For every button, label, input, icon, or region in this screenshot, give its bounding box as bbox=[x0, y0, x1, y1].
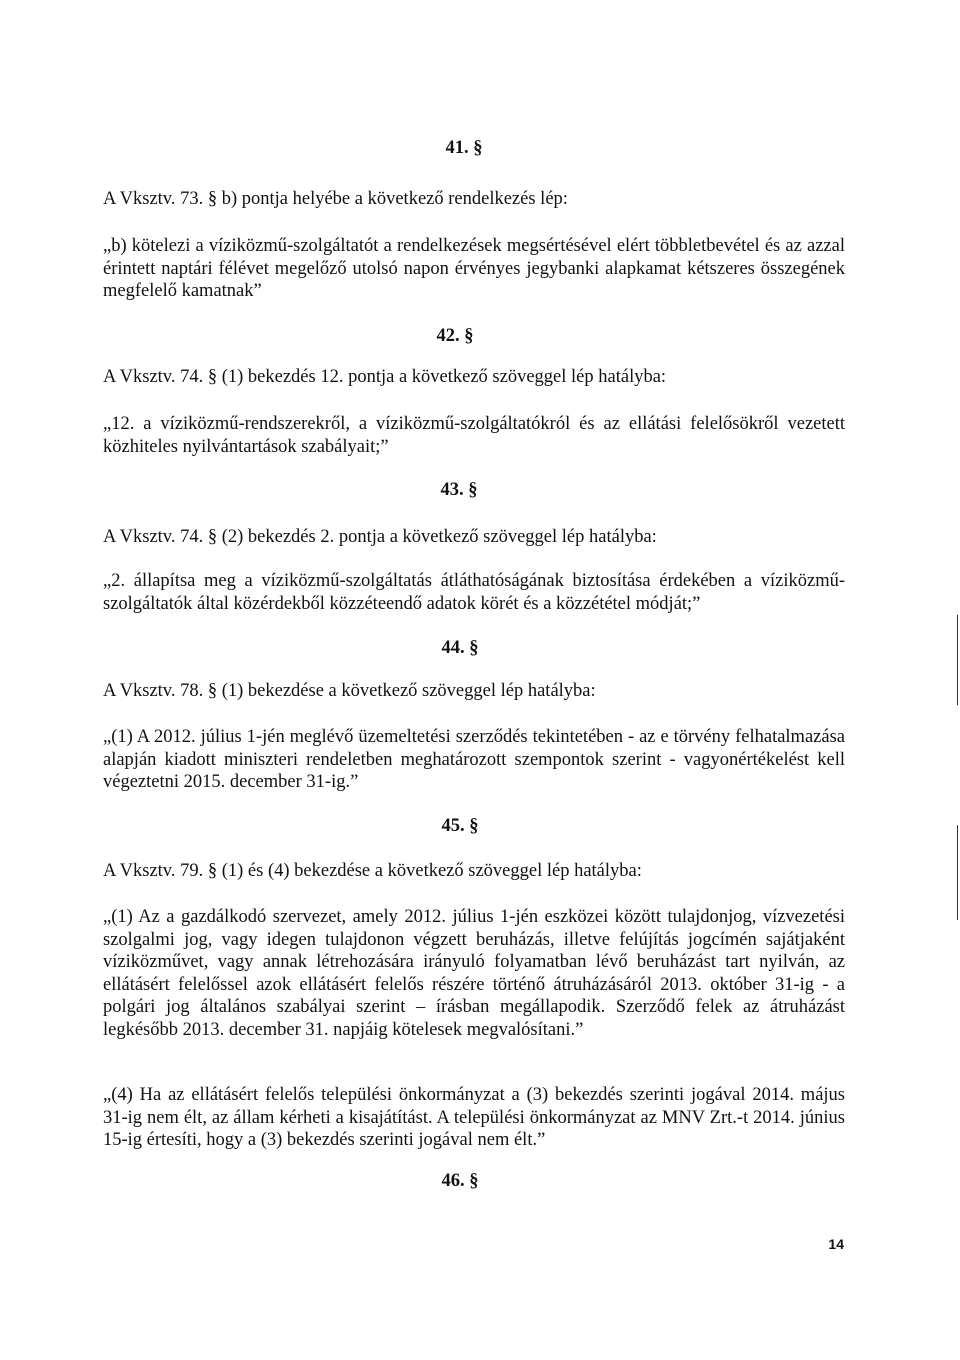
section-44-paragraph-1: „(1) A 2012. július 1-jén meglévő üzemeltetési szerződés tekintetében - az e törvény felhatalmazása alapján kiadott miniszteri rendeletben meghatározott szempontok szerint - vagyonértékelést kell végeztetni 2015. december 31-ig.” bbox=[103, 727, 845, 792]
scan-edge-line-lower bbox=[957, 825, 958, 920]
section-43-intro: A Vksztv. 74. § (2) bekezdés 2. pontja a következő szöveggel lép hatályba: bbox=[103, 527, 657, 547]
section-45-intro: A Vksztv. 79. § (1) és (4) bekezdése a következő szöveggel lép hatályba: bbox=[103, 861, 642, 881]
section-heading-45: 45. § bbox=[441, 816, 479, 836]
section-heading-43: 43. § bbox=[440, 480, 478, 500]
section-heading-46: 46. § bbox=[441, 1171, 479, 1191]
section-heading-44: 44. § bbox=[441, 638, 479, 658]
section-42-paragraph-1: „12. a víziközmű-rendszerekről, a víziközmű-szolgáltatókról és az ellátási felelősökről vezetett közhiteles nyilvántartások szabályait;” bbox=[103, 414, 845, 457]
section-45-paragraph-2: „(4) Ha az ellátásért felelős települési önkormányzat a (3) bekezdés szerinti jogával 2014. május 31-ig nem élt, az állam kérheti a kisajátítást. A települési önkormányzat az MNV Zrt.-t 2014. június 15-ig értesíti, hogy a (3) bekezdés szerinti jogával nem élt.” bbox=[103, 1085, 845, 1150]
section-41-paragraph-1: „b) kötelezi a víziközmű-szolgáltatót a rendelkezések megsértésével elért többletbevétel és az azzal érintett naptári félévet megelőző utolsó napon érvényes jegybanki alapkamat kétszeres összegének megfelelő kamatnak” bbox=[103, 236, 845, 301]
section-42-intro: A Vksztv. 74. § (1) bekezdés 12. pontja a következő szöveggel lép hatályba: bbox=[103, 367, 667, 387]
section-45-paragraph-1: „(1) Az a gazdálkodó szervezet, amely 2012. július 1-jén eszközei között tulajdonjog, vízvezetési szolgalmi jog, vagy idegen tulajdonon végzett beruházás, illetve felújítás jogcímén sajátjaként víziközművet, vagy annak létrehozására irányuló folyamatban lévő beruházást tart nyilván, az ellátásért felelőssel azok ellátásért felelős részére történő átruházásáról 2013. október 31-ig - a polgári jog általános szabályai szerint – írásban megállapodik. Szerződő felek az átruházást legkésőbb 2013. december 31. napjáig kötelesek megvalósítani.” bbox=[103, 907, 845, 1040]
section-41-intro: A Vksztv. 73. § b) pontja helyébe a következő rendelkezés lép: bbox=[103, 189, 568, 209]
section-heading-42: 42. § bbox=[436, 326, 474, 346]
page-number: 14 bbox=[828, 1236, 844, 1252]
scan-edge-line-upper bbox=[957, 615, 958, 705]
section-44-intro: A Vksztv. 78. § (1) bekezdése a következő szöveggel lép hatályba: bbox=[103, 681, 596, 701]
section-heading-41: 41. § bbox=[445, 138, 483, 158]
section-43-paragraph-1: „2. állapítsa meg a víziközmű-szolgáltatás átláthatóságának biztosítása érdekében a víziközmű-szolgáltatók által közérdekből közzéteendő adatok körét és a közzététel módját;” bbox=[103, 571, 845, 614]
